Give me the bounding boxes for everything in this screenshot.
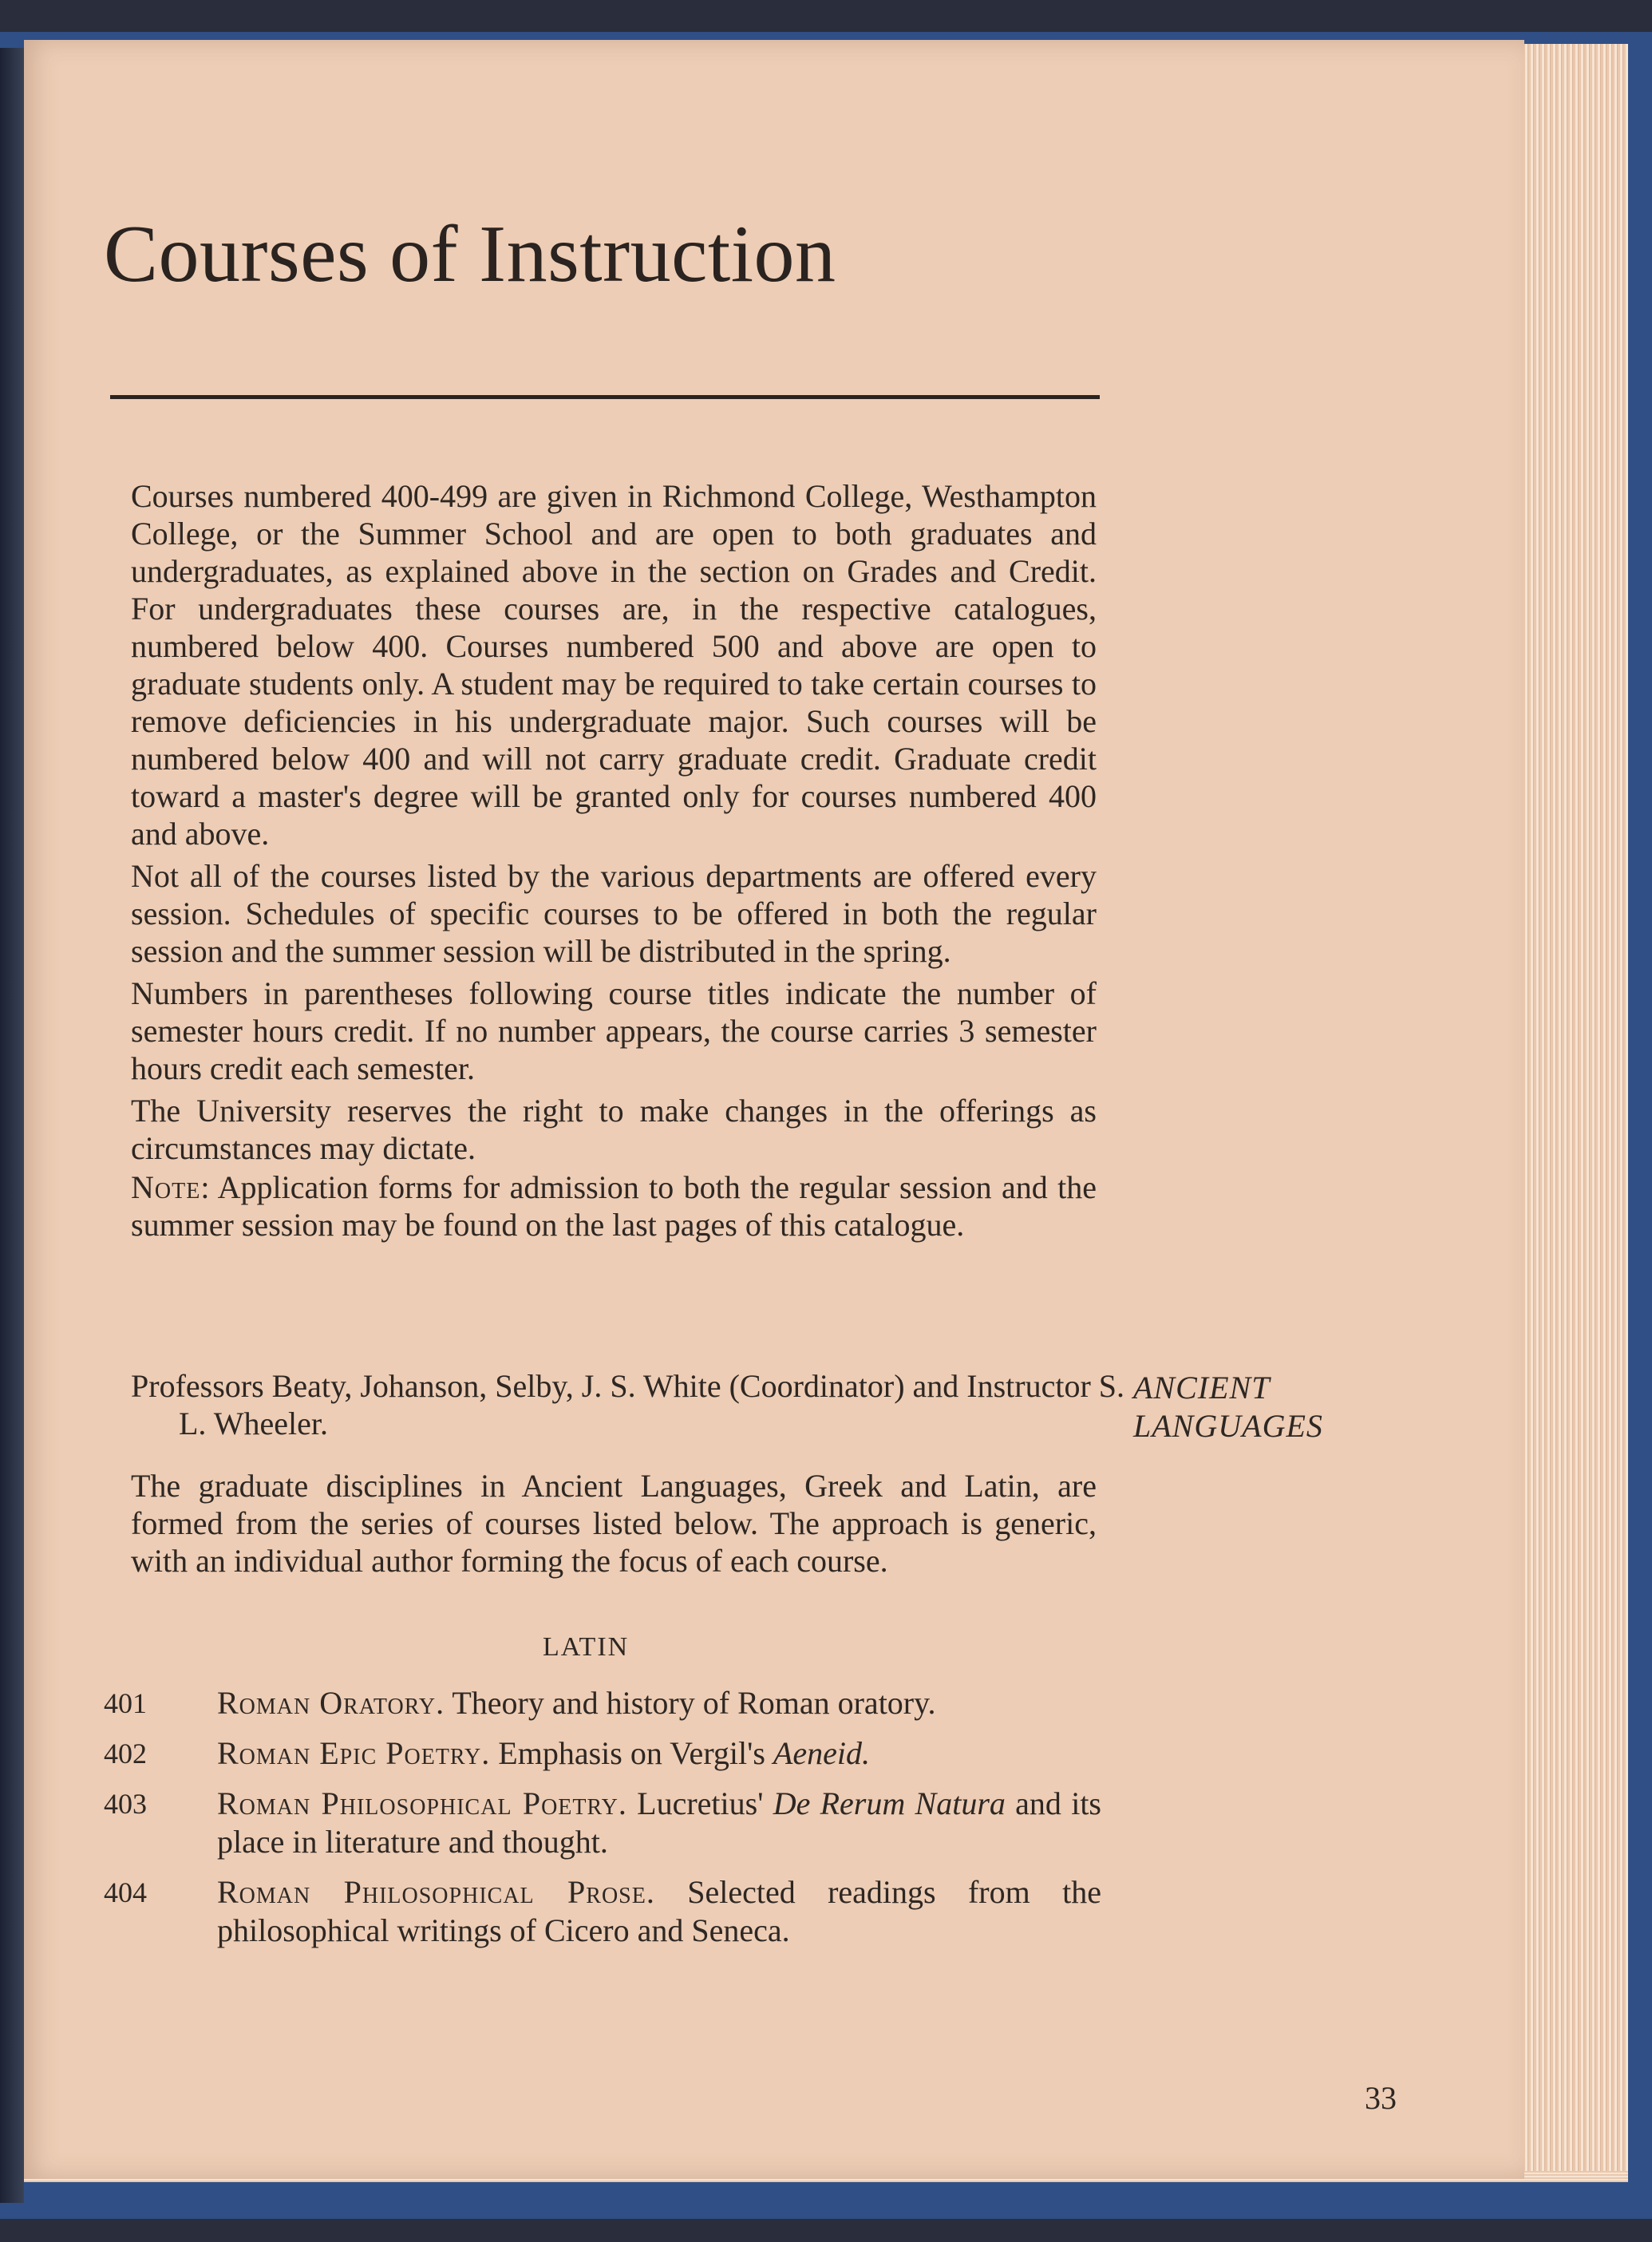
intro-paragraph: Not all of the courses listed by the various departments are offered every session. Schedules of specific courses to be offered in both the regular session and the summer session will be distributed in the spring. xyxy=(131,858,1097,969)
course-number: 404 xyxy=(104,1876,147,1908)
intro-paragraph: Numbers in parentheses following course titles indicate the number of semester hours credit. If no number appears, the course carries 3 semester hours credit each semester. xyxy=(131,975,1097,1086)
course-entry xyxy=(104,1684,1101,1722)
course-entry xyxy=(104,1785,1101,1861)
course-description: Lucretius' xyxy=(626,1785,773,1821)
course-title: Roman Philosophical Poetry. xyxy=(217,1785,627,1821)
course-body xyxy=(217,1785,1101,1861)
department-label-line: LANGUAGES xyxy=(1133,1408,1323,1444)
course-description: Emphasis on Vergil's xyxy=(490,1735,773,1771)
note-label: Note xyxy=(131,1169,201,1205)
page-number: 33 xyxy=(1365,2080,1397,2116)
course-entry xyxy=(104,1873,1101,1950)
intro-paragraph: The University reserves the right to make changes in the offerings as circumstances may dictate. xyxy=(131,1093,1097,1166)
department-label-line: ANCIENT xyxy=(1133,1370,1271,1406)
book-spine-shadow xyxy=(0,48,24,2203)
course-title: Roman Philosophical Prose. xyxy=(217,1874,655,1910)
course-body xyxy=(217,1684,1101,1722)
course-description-tail: and its place in literature and thought. xyxy=(217,1785,1101,1860)
course-number: 403 xyxy=(104,1788,147,1820)
course-body xyxy=(217,1873,1101,1950)
department-label xyxy=(1133,1369,1323,1445)
intro-section xyxy=(131,477,1097,1167)
section-subhead: LATIN xyxy=(543,1632,630,1662)
course-work-title: Aeneid. xyxy=(773,1735,870,1771)
title-rule xyxy=(110,395,1100,399)
course-number: 401 xyxy=(104,1687,147,1719)
course-number: 402 xyxy=(104,1738,147,1769)
faculty-list: Professors Beaty, Johanson, Selby, J. S. White (Coordinator) and Instructor S. L. Wheeler. xyxy=(131,1368,1125,1441)
intro-paragraph: Courses numbered 400-499 are given in Richmond College, Westhampton College, or the Summer School and are open to both graduates and undergraduates, as explained above in the section on Grades and Credit. For undergraduates these courses are, in the respective catalogues, numbered below 400. Courses numbered 500 and above are open to graduate students only. A student may be required to take certain courses to remove deficiencies in his undergraduate major. Such courses will be numbered below 400 and will not carry graduate credit. Graduate credit toward a master's degree will be granted only for courses numbered 400 and above. xyxy=(131,478,1097,852)
course-entry xyxy=(104,1734,1101,1773)
course-title: Roman Oratory. xyxy=(217,1685,445,1721)
course-description: Theory and history of Roman oratory. xyxy=(445,1685,936,1721)
course-work-title: De Rerum Natura xyxy=(773,1785,1006,1821)
course-body xyxy=(217,1734,1101,1773)
note-paragraph xyxy=(131,1168,1097,1244)
course-title: Roman Epic Poetry. xyxy=(217,1735,491,1771)
note-text: : Application forms for admission to both the regular session and the summer session may be found on the last pages of this catalogue. xyxy=(131,1169,1097,1243)
course-description: Selected readings from the philosophical writings of Cicero and Seneca. xyxy=(217,1874,1101,1948)
catalogue-page xyxy=(24,40,1524,2179)
page-title: Courses of Instruction xyxy=(104,209,836,299)
disciplines-paragraph: The graduate disciplines in Ancient Languages, Greek and Latin, are formed from the series of courses listed below. The approach is generic, with an individual author forming the focus of each course. xyxy=(131,1468,1097,1579)
